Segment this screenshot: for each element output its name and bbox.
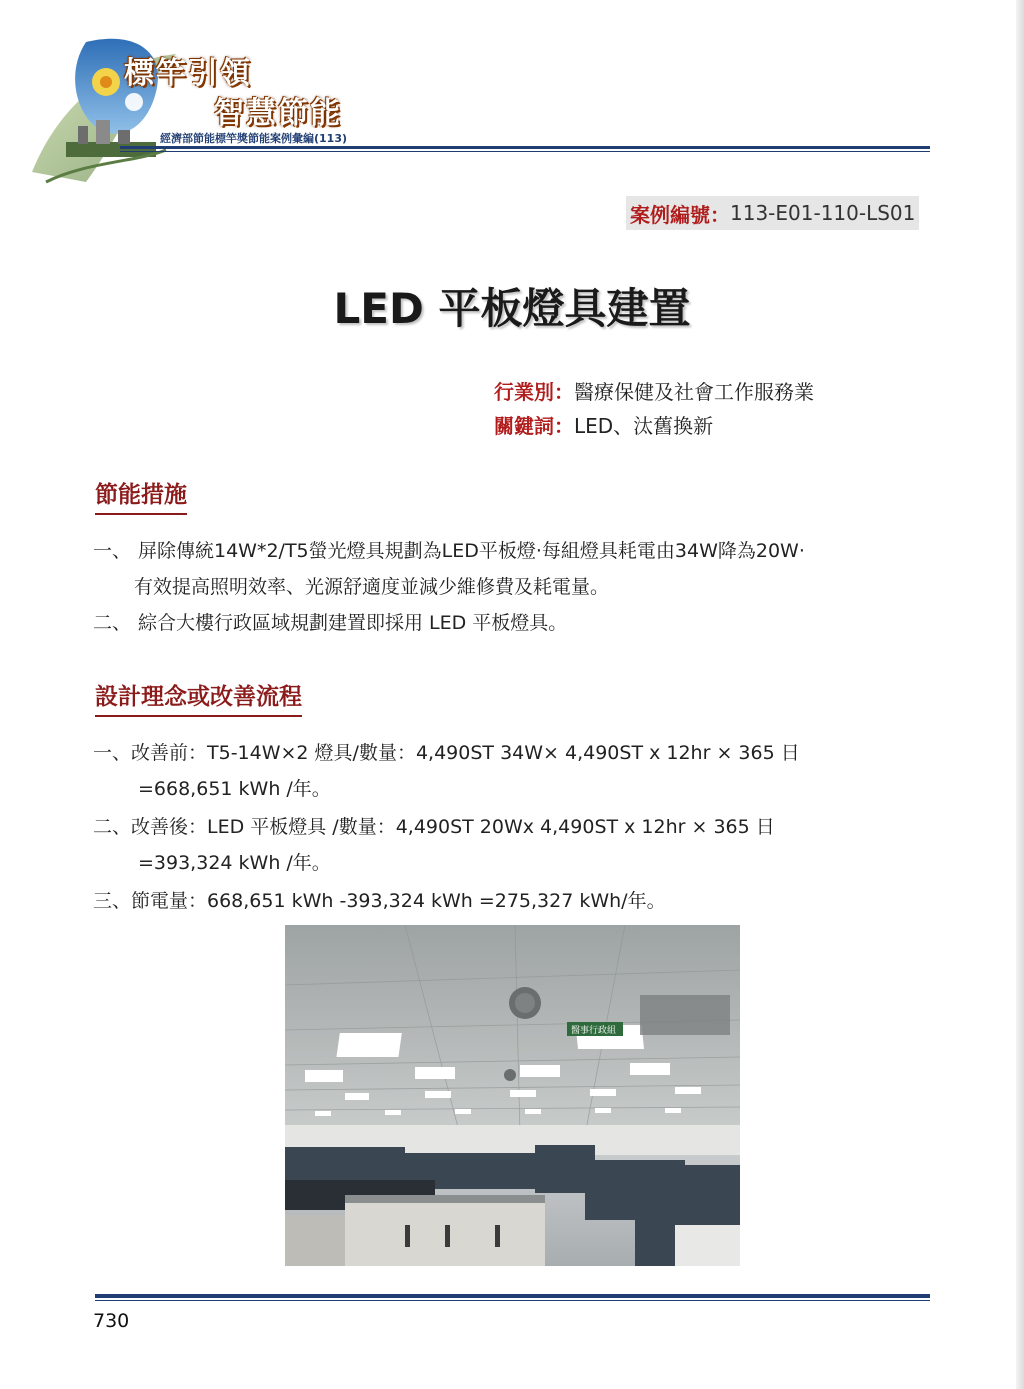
footer-rule-thin — [95, 1300, 930, 1301]
industry-value: 醫療保健及社會工作服務業 — [574, 380, 814, 404]
document-title: LED 平板燈具建置 — [333, 284, 691, 333]
industry-label: 行業別： — [494, 380, 574, 404]
keywords-line — [494, 410, 713, 439]
process-1-line2: =668,651 kWh /年。 — [138, 778, 331, 800]
office-sign-text: 醫事行政組 — [571, 1026, 617, 1036]
header-rule — [120, 146, 930, 149]
case-number — [626, 196, 919, 230]
header-slogan-line2: 智慧節能 — [214, 96, 342, 131]
measure-2-marker: 二、 — [93, 612, 132, 634]
keywords-label: 關鍵詞： — [494, 414, 574, 438]
page-edge — [1016, 0, 1024, 1389]
case-number-value: 113-E01-110-LS01 — [730, 201, 916, 225]
process-1-line1: 一、改善前：T5-14W×2 燈具/數量：4,490ST 34W× 4,490ST x 12hr × 365 日 — [93, 742, 800, 764]
measure-1-line2: 有效提高照明效率、光源舒適度並減少維修費及耗電量。 — [134, 576, 610, 598]
process-3-line1: 三、節電量：668,651 kWh -393,324 kWh =275,327 kWh/年。 — [93, 890, 666, 912]
measure-1-marker: 一、 — [93, 540, 132, 562]
section-heading-design: 設計理念或改善流程 — [95, 678, 302, 717]
office-led-photo — [285, 925, 740, 1266]
office-photo-illustration — [285, 925, 740, 1266]
measure-2-line1: 綜合大樓行政區域規劃建置即採用 LED 平板燈具。 — [138, 612, 568, 634]
case-number-label: 案例編號： — [630, 202, 730, 227]
process-2-line2: =393,324 kWh /年。 — [138, 852, 331, 874]
series-title: 經濟部節能標竿獎節能案例彙編(113) — [160, 132, 348, 145]
header-slogan-line1: 標竿引領 — [124, 56, 252, 91]
keywords-value: LED、汰舊換新 — [574, 414, 714, 438]
process-2-line1: 二、改善後：LED 平板燈具 /數量：4,490ST 20Wx 4,490ST x 12hr × 365 日 — [93, 816, 775, 838]
footer-rule — [95, 1294, 930, 1298]
measure-1-line1: 屏除傳統14W*2/T5螢光燈具規劃為LED平板燈‧每組燈具耗電由34W降為20W‧ — [138, 540, 805, 562]
section-heading-measures: 節能措施 — [95, 476, 187, 515]
industry-line — [494, 376, 814, 405]
header-rule-thin — [120, 151, 930, 152]
page-number: 730 — [93, 1310, 130, 1332]
